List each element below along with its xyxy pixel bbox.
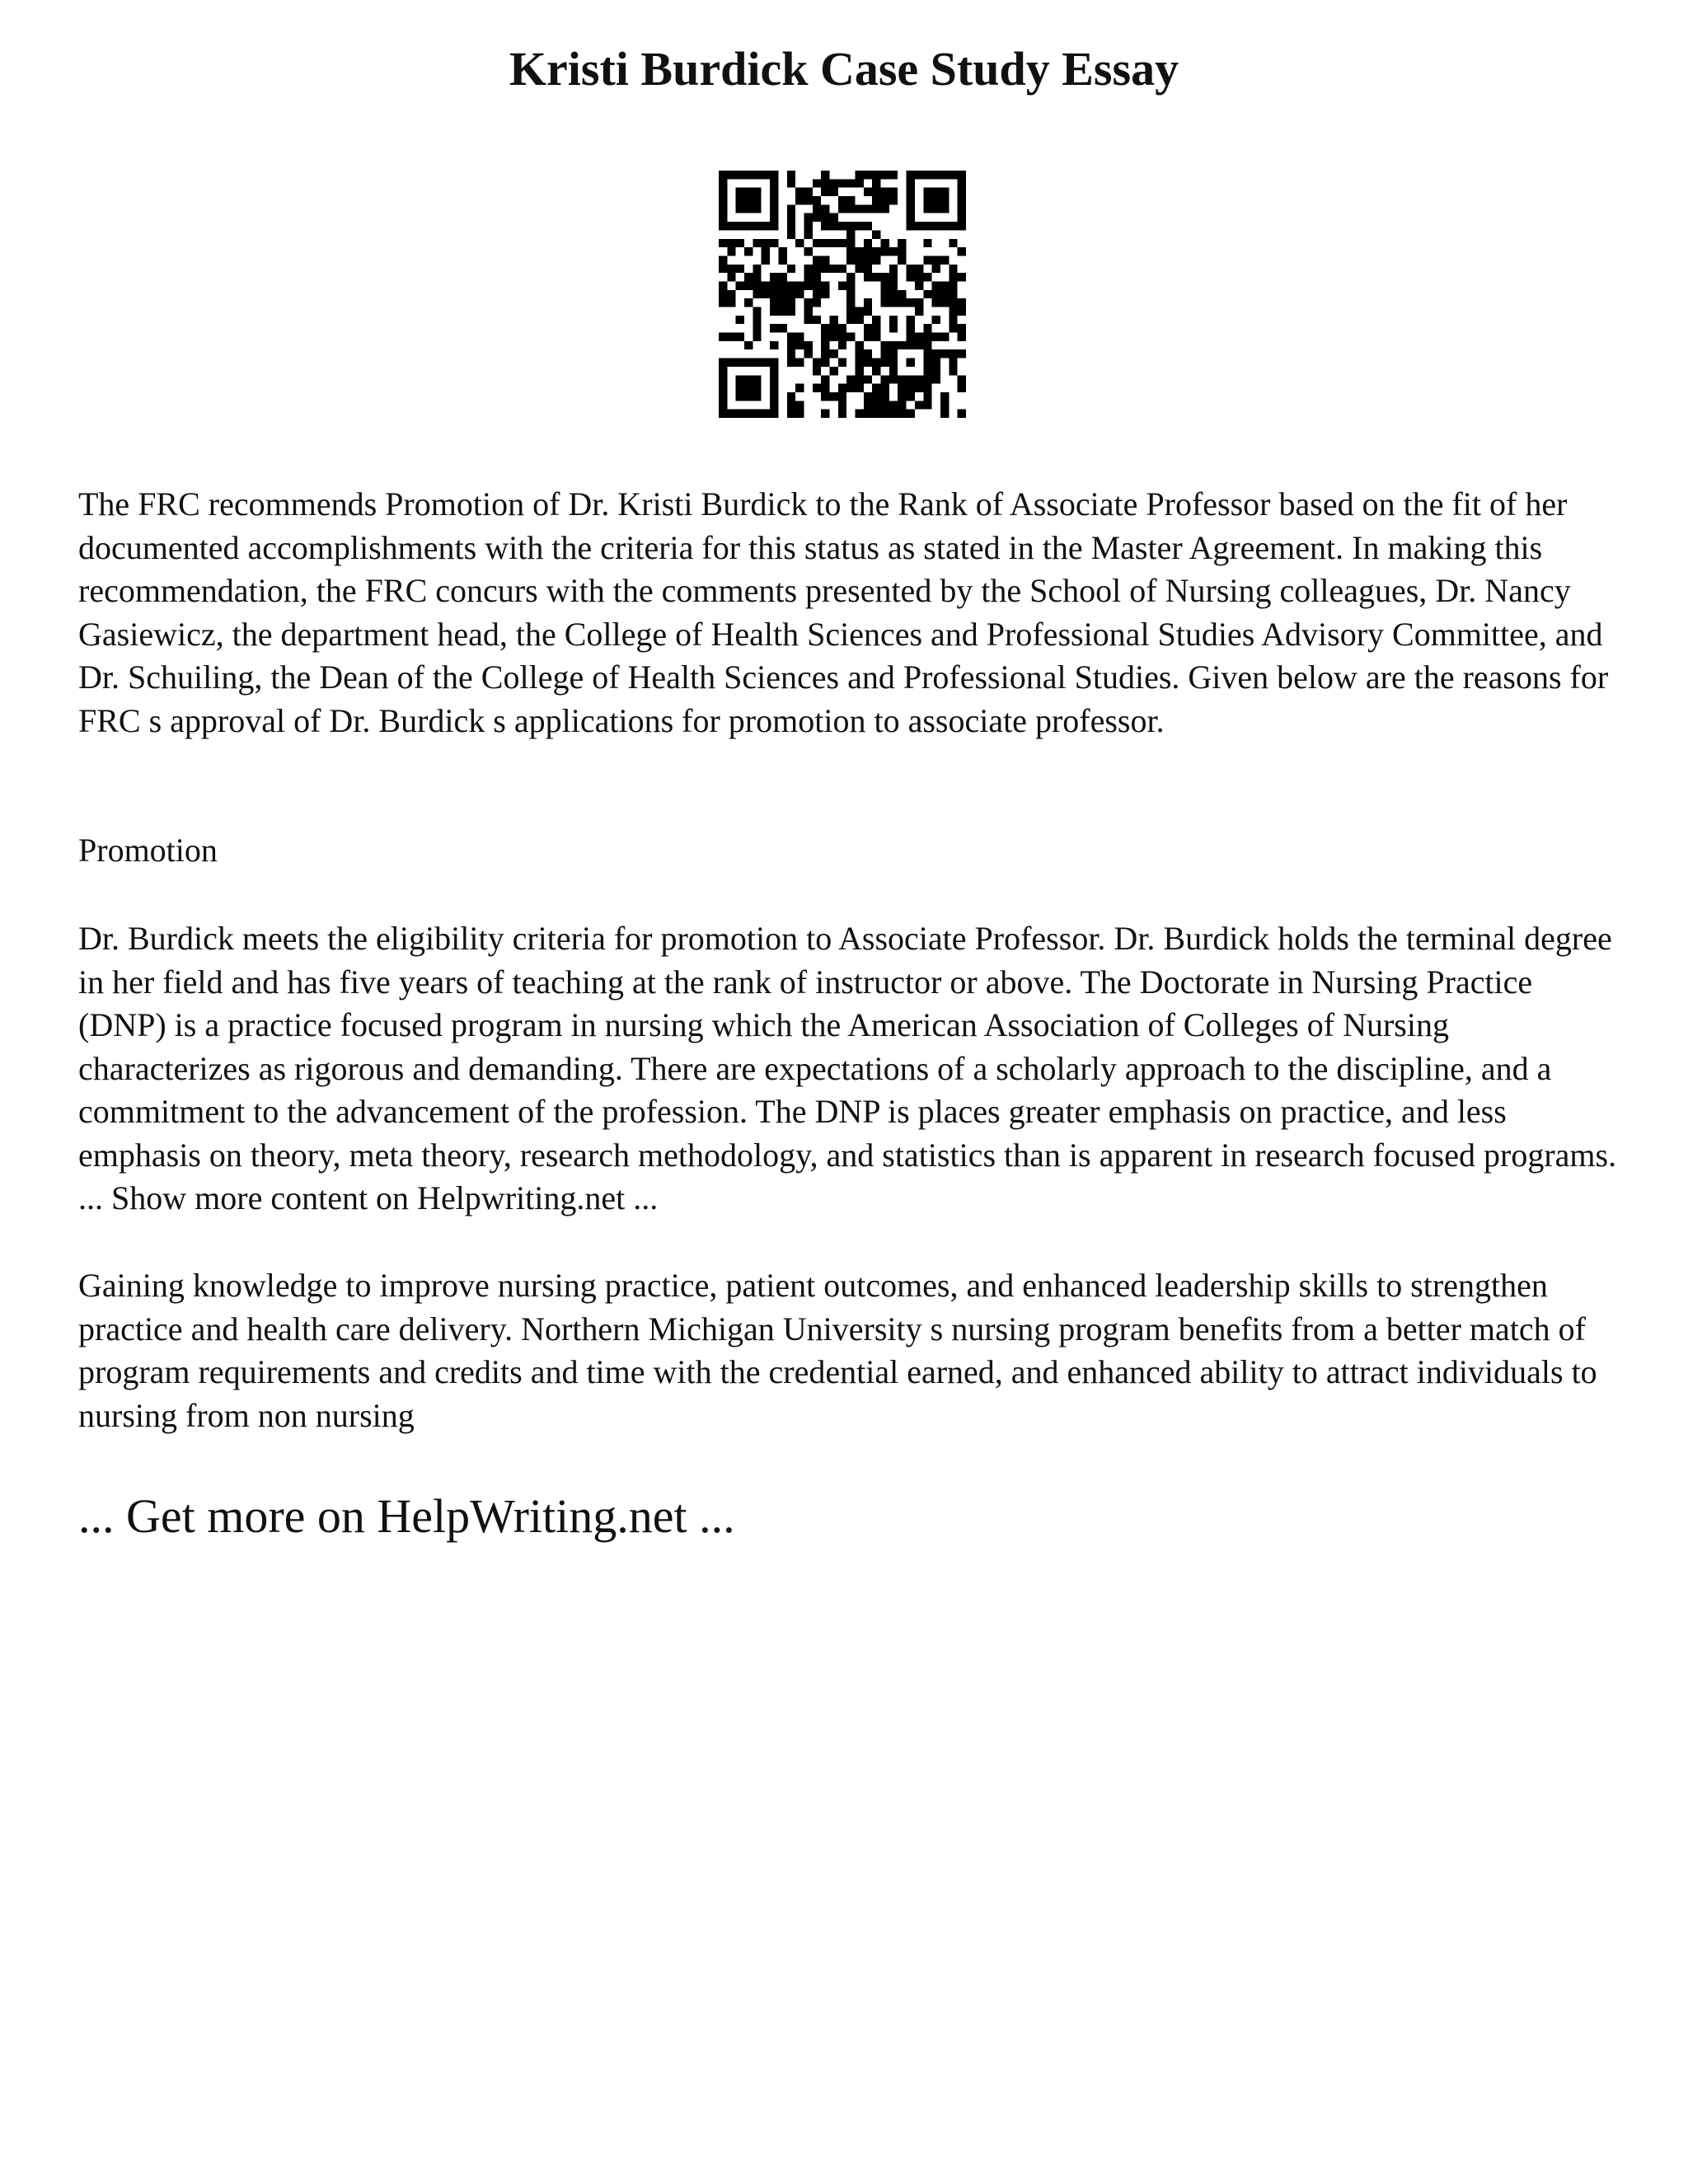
paragraph-intro: The FRC recommends Promotion of Dr. Kristi Burdick to the Rank of Associate Professor based on the fit of her documented accomplishments with the criteria for this status as stated in the Master Agreement. In making this recommendation, the FRC concurs with the comments presented by the School of Nursing colleagues, Dr. Nancy Gasiewicz, the department head, the College of Health Sciences and Professional Studies Advisory Committee, and Dr. Schuiling, the Dean of the College of Health Sciences and Professional Studies. Given below are the reasons for FRC s approval of Dr. Burdick s applications for promotion to associate professor. bbox=[78, 485, 1609, 739]
section-heading-promotion: Promotion bbox=[78, 832, 218, 869]
get-more-link[interactable]: ... Get more on HelpWriting.net ... bbox=[78, 1489, 735, 1543]
paragraph-benefits: Gaining knowledge to improve nursing practice, patient outcomes, and enhanced leadership skills to strengthen practice and health care delivery. Northern Michigan University s nursing program benefits from a better match of program requirements and credits and time with the credential earned, and enhanced ability to attract individuals to nursing from non nursing bbox=[78, 1267, 1597, 1434]
paragraph-eligibility: Dr. Burdick meets the eligibility criteria for promotion to Associate Professor. Dr. Burdick holds the terminal degree in her field and has five years of teaching at the rank of instructor or above. The Doctorate in Nursing Practice (DNP) is a practice focused program in nursing which the American Association of Colleges of Nursing characterizes as rigorous and demanding. There are expectations of a scholarly approach to the discipline, and a commitment to the advancement of the profession. The DNP is places greater emphasis on practice, and less emphasis on theory, meta theory, research methodology, and statistics than is apparent in research focused programs. ... Show more content on Helpwriting.net ... bbox=[78, 920, 1617, 1216]
qr-code-icon bbox=[719, 171, 966, 418]
page-title: Kristi Burdick Case Study Essay bbox=[509, 42, 1179, 96]
